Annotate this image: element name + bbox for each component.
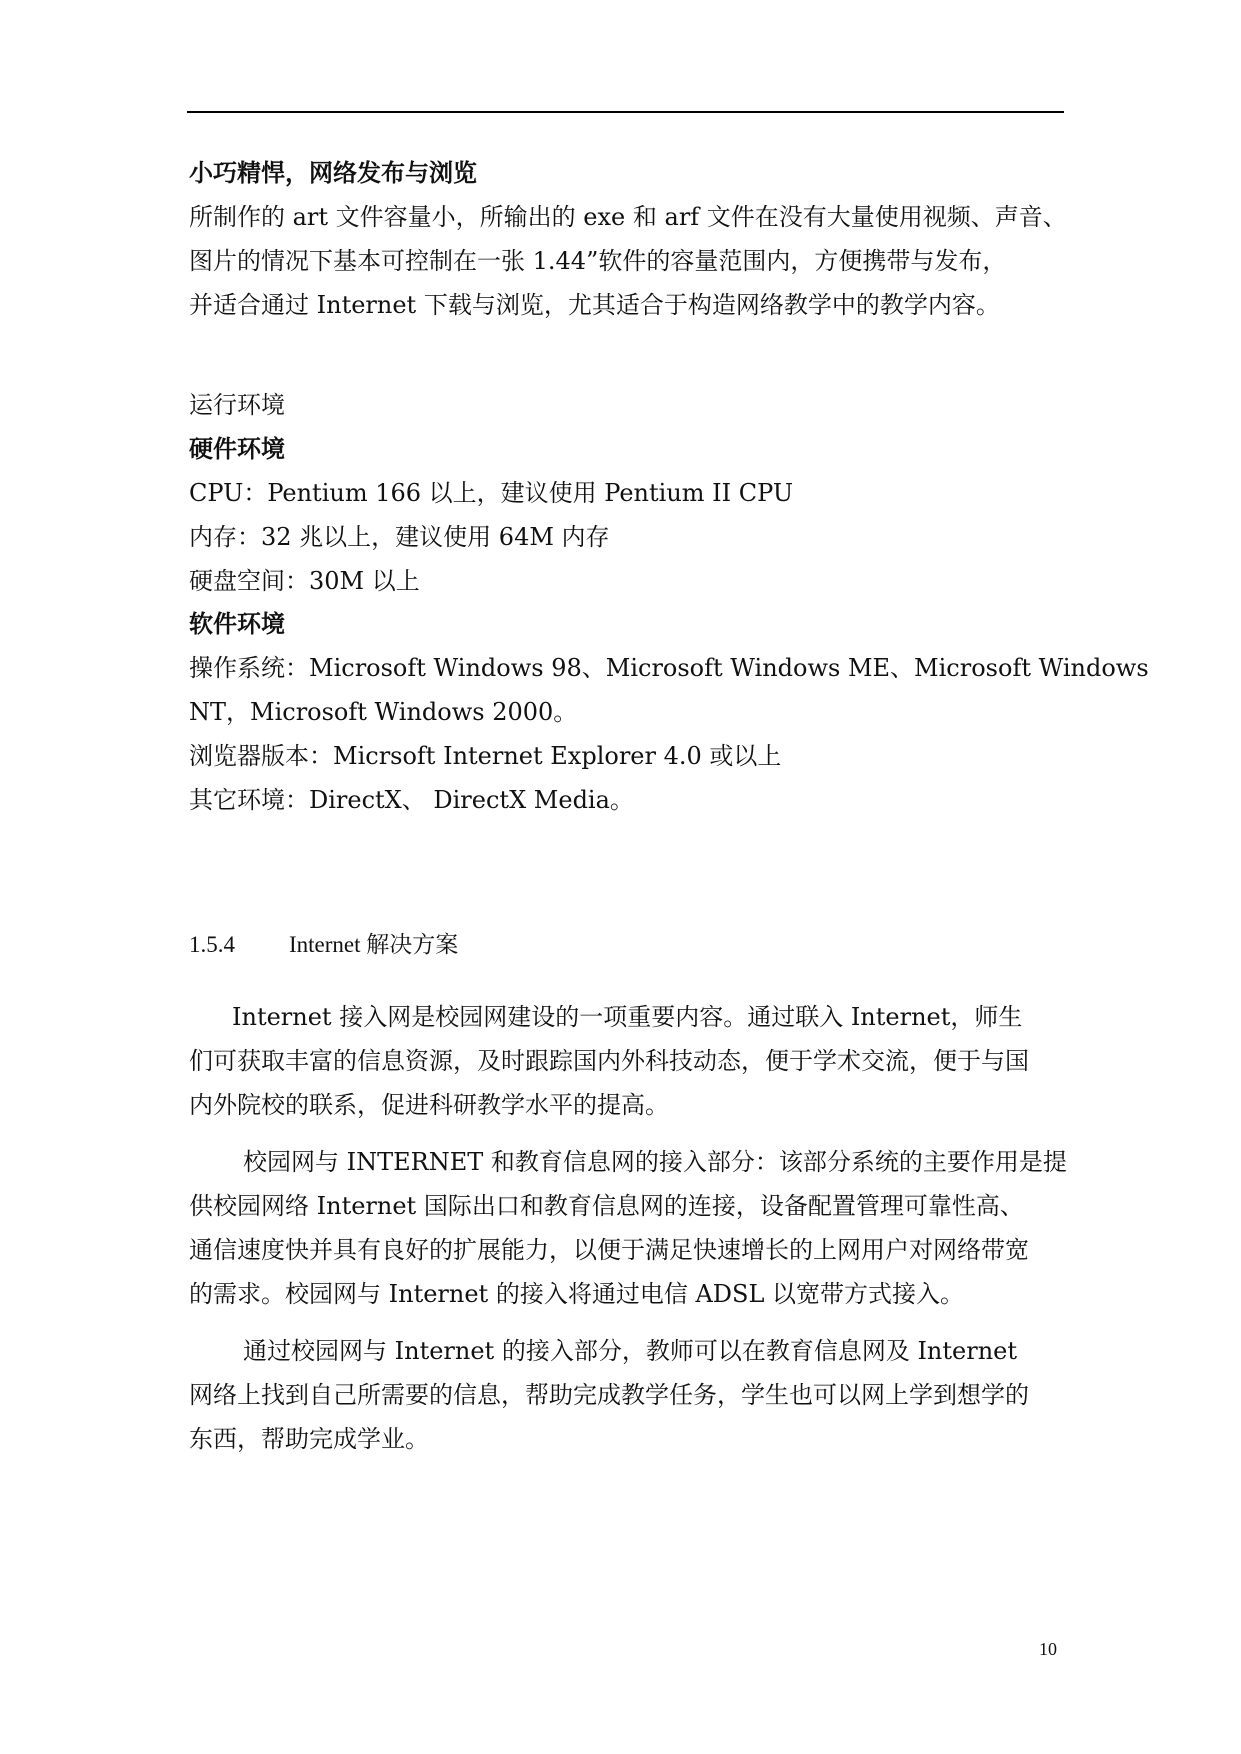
section-title: Internet 解决方案 (289, 932, 459, 957)
hardware-disk: 硬盘空间：30M 以上 (189, 567, 420, 595)
paragraph-line-1: 所制作的 art 文件容量小，所输出的 exe 和 arf 文件在没有大量使用视频、声音、 (189, 203, 1067, 231)
section-heading-compact: 小巧精悍，网络发布与浏览 (189, 159, 477, 187)
paragraph-2-line-3: 通信速度快并具有良好的扩展能力，以便于满足快速增长的上网用户对网络带宽 (189, 1236, 1029, 1264)
software-heading: 软件环境 (189, 610, 285, 638)
paragraph-2-line-4: 的需求。校园网与 Internet 的接入将通过电信 ADSL 以宽带方式接入。 (189, 1280, 965, 1308)
paragraph-1-line-1: Internet 接入网是校园网建设的一项重要内容。通过联入 Internet，师生 (232, 1003, 1023, 1031)
paragraph-3-line-3: 东西，帮助完成学业。 (189, 1425, 429, 1453)
page-number: 10 (1039, 1639, 1057, 1659)
paragraph-line-3: 并适合通过 Internet 下载与浏览，尤其适合于构造网络教学中的教学内容。 (189, 291, 1000, 319)
hardware-memory: 内存：32 兆以上，建议使用 64M 内存 (189, 523, 610, 551)
paragraph-1-line-2: 们可获取丰富的信息资源，及时跟踪国内外科技动态，便于学术交流，便于与国 (189, 1047, 1029, 1075)
environment-title: 运行环境 (189, 391, 285, 419)
hardware-cpu: CPU：Pentium 166 以上，建议使用 Pentium II CPU (189, 479, 794, 507)
paragraph-3-line-1: 通过校园网与 Internet 的接入部分，教师可以在教育信息网及 Internet (243, 1337, 1018, 1365)
section-number: 1.5.4 (189, 932, 235, 957)
software-os-line-1: 操作系统：Microsoft Windows 98、Microsoft Windows ME、Microsoft Windows (189, 654, 1149, 682)
paragraph-3-line-2: 网络上找到自己所需要的信息，帮助完成教学任务，学生也可以网上学到想学的 (189, 1381, 1029, 1409)
software-other: 其它环境：DirectX、 DirectX Media。 (189, 786, 634, 814)
paragraph-1-line-3: 内外院校的联系，促进科研教学水平的提高。 (189, 1091, 669, 1119)
software-os-line-2: NT，Microsoft Windows 2000。 (189, 698, 578, 726)
paragraph-2-line-1: 校园网与 INTERNET 和教育信息网的接入部分：该部分系统的主要作用是提 (243, 1148, 1067, 1176)
paragraph-2-line-2: 供校园网络 Internet 国际出口和教育信息网的连接，设备配置管理可靠性高、 (189, 1192, 1024, 1220)
header-rule (187, 111, 1064, 113)
software-browser: 浏览器版本：Micrsoft Internet Explorer 4.0 或以上 (189, 742, 782, 770)
hardware-heading: 硬件环境 (189, 435, 285, 463)
paragraph-line-2: 图片的情况下基本可控制在一张 1.44”软件的容量范围内，方便携带与发布， (189, 247, 1007, 275)
